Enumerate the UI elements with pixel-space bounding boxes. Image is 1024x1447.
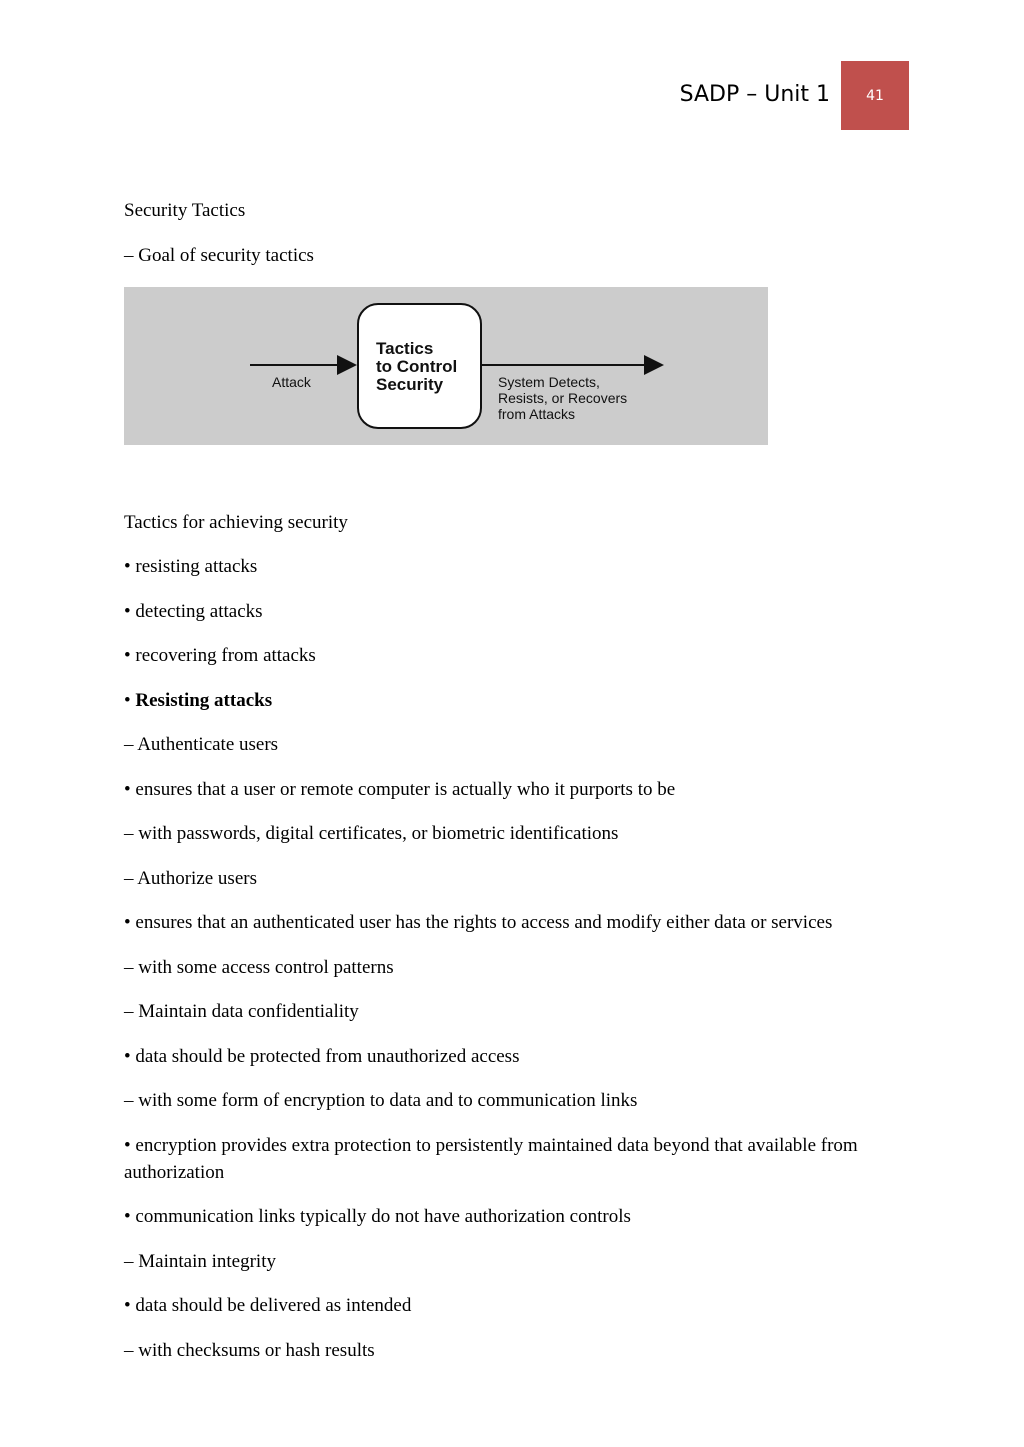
- output-label-line-1: System Detects,: [498, 374, 600, 390]
- output-label-line-3: from Attacks: [498, 406, 576, 422]
- page-number-badge: 41: [841, 61, 909, 130]
- text-line: – Maintain integrity: [124, 1251, 276, 1272]
- box-label-line-1: Tactics: [376, 339, 434, 358]
- text-line: – Authorize users: [124, 868, 257, 889]
- text-line: – with some access control patterns: [124, 957, 394, 978]
- bullet-item: • detecting attacks: [124, 601, 263, 622]
- resisting-attacks-heading: [124, 687, 272, 714]
- text-line: – with passwords, digital certificates, or biometric identifications: [124, 823, 619, 844]
- box-label-line-2: to Control: [376, 357, 458, 376]
- output-label-line-2: Resists, or Recovers: [498, 390, 628, 406]
- bullet-item: • recovering from attacks: [124, 645, 316, 666]
- box-label-line-3: Security: [376, 375, 444, 394]
- text-line: • data should be delivered as intended: [124, 1295, 412, 1316]
- text-line: – with checksums or hash results: [124, 1340, 375, 1361]
- header-title: SADP – Unit 1: [679, 82, 830, 107]
- security-tactics-figure: [124, 287, 768, 445]
- text-line: • ensures that a user or remote computer is actually who it purports to be: [124, 779, 676, 800]
- text-line: – with some form of encryption to data and to communication links: [124, 1090, 638, 1111]
- text-line: • ensures that an authenticated user has the rights to access and modify either data or services: [124, 912, 833, 933]
- text-line: – Maintain data confidentiality: [124, 1001, 359, 1022]
- text-line: • data should be protected from unauthorized access: [124, 1046, 520, 1067]
- attack-label: Attack: [272, 374, 311, 390]
- bullet-item: • resisting attacks: [124, 556, 258, 577]
- text-line: – Authenticate users: [124, 734, 279, 755]
- section-title: Security Tactics: [124, 200, 246, 221]
- text-line: • communication links typically do not have authorization controls: [124, 1206, 631, 1227]
- bullet-glyph: •: [124, 690, 136, 711]
- tactics-heading: Tactics for achieving security: [124, 512, 348, 533]
- resisting-attacks-label: Resisting attacks: [135, 690, 273, 711]
- text-paragraph: • encryption provides extra protection to persistently maintained data beyond that available from authorization: [124, 1135, 858, 1183]
- goal-line: – Goal of security tactics: [124, 245, 314, 266]
